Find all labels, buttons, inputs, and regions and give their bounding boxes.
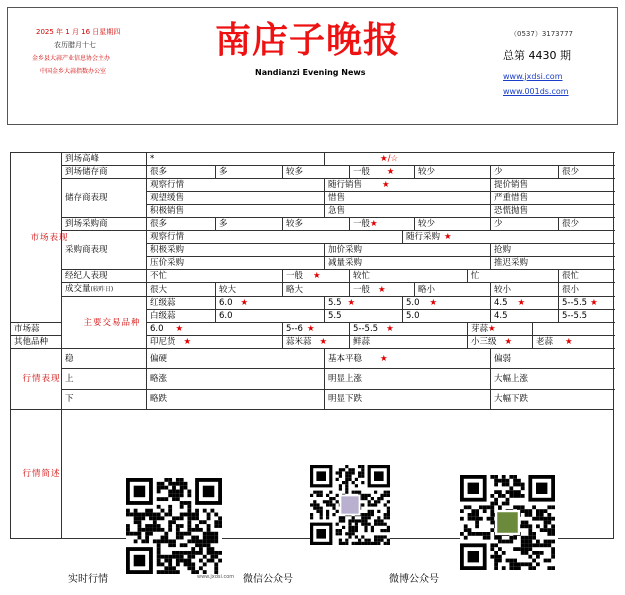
price-cell: 6.0 ★	[147, 323, 283, 336]
price-value: 印尼货	[150, 337, 176, 347]
phone-number: （0537）3173777	[510, 30, 573, 38]
volume-opt: 很大	[147, 283, 216, 297]
storage-opt-label: 随行销售	[328, 180, 363, 190]
trend-cell: 偏弱	[491, 349, 614, 369]
section-performance-label: 行情表现	[22, 374, 61, 384]
row-label-storage-arrivals: 到场储存商	[62, 166, 147, 179]
storage-opt: 急售	[325, 205, 491, 218]
volume-opt: 很小	[559, 283, 614, 297]
buyer-opt: 观察行情	[147, 231, 403, 244]
storage-opt: 严重惜售	[491, 192, 614, 205]
price-cell: 印尼货 ★	[147, 336, 283, 349]
storage-opt: 观望缓售	[147, 192, 325, 205]
lunar-date: 农历腊月十七	[54, 41, 96, 49]
price-cell: 4.5	[491, 310, 559, 323]
newspaper-title: 南店子晚报	[215, 20, 401, 61]
variety-name: 其他品种	[11, 336, 62, 349]
price-value: 5.5	[328, 298, 342, 308]
section-varieties-label: 主要交易品种	[83, 317, 141, 328]
trend-cell: 明显下跌	[325, 389, 491, 409]
price-value: 6.0	[219, 298, 233, 308]
peak-value: *	[147, 153, 325, 166]
price-cell: 老蒜 ★	[533, 336, 614, 349]
office-line: 中国金乡大蒜指数办公室	[40, 68, 107, 75]
row-label-broker: 经纪人表现	[62, 270, 147, 283]
price-cell: 蒜米蒜 ★	[283, 336, 350, 349]
storage-opt: 随行销售 ★	[325, 179, 491, 192]
buyer-opt: 减量采购	[325, 257, 491, 270]
volume-opt: 较小	[491, 283, 559, 297]
qr-code-wechat	[310, 465, 390, 561]
section-varieties	[62, 297, 147, 349]
storage-opt: 观察行情	[147, 179, 325, 192]
scale-average-label: 一般	[353, 167, 371, 177]
price-cell: 5.0 ★	[403, 297, 491, 310]
price-value: 芽蒜	[471, 324, 489, 334]
trend-cell: 略涨	[147, 369, 325, 389]
qr-code-weibo	[460, 475, 558, 570]
broker-opt: 忙	[468, 270, 559, 283]
price-value: 5.0	[406, 298, 420, 308]
price-value: 小三级	[471, 337, 497, 347]
website-link-2[interactable]: www.001ds.com	[503, 87, 569, 96]
variety-name: 市场蒜	[11, 323, 62, 336]
scale-average: 一般★	[350, 218, 415, 231]
price-cell	[533, 323, 614, 336]
trend-cell: 下	[62, 389, 147, 409]
price-value: 5--5.5	[353, 324, 379, 334]
issue-number: 总第 4430 期	[503, 49, 571, 62]
row-label-buyer-arrivals: 到场采购商	[62, 218, 147, 231]
price-cell: 5.5	[325, 310, 403, 323]
storage-opt: 惜售	[325, 192, 491, 205]
buyer-opt: 积极采购	[147, 244, 325, 257]
trend-cell: 大幅下跌	[491, 389, 614, 409]
section-brief	[11, 410, 62, 539]
buyer-opt-label: 随行采购	[406, 232, 441, 242]
row-label-buyer-behavior: 采购商表现	[62, 231, 147, 270]
section-brief-label: 行情简述	[22, 469, 61, 479]
volume-label: 成交量	[65, 284, 91, 294]
broker-opt: 很忙	[559, 270, 614, 283]
price-cell: 小三级 ★	[468, 336, 533, 349]
price-cell: 5--5.5 ★	[559, 297, 614, 310]
buyer-opt: 加价采购	[325, 244, 491, 257]
volume-opt: 较大	[216, 283, 283, 297]
publisher-line: 金乡县大蒜产业信息协会主办	[32, 55, 111, 62]
volume-sub: (较昨日)	[90, 286, 114, 293]
trend-value: 基本平稳	[328, 353, 363, 364]
buyer-opt: 压价采购	[147, 257, 325, 270]
issue-date: 2025 年 1 月 16 日星期四	[36, 28, 121, 36]
scale-few: 少	[491, 166, 559, 179]
volume-opt: 一般 ★	[350, 283, 415, 297]
scale-many: 多	[216, 218, 283, 231]
price-cell: 4.5 ★	[491, 297, 559, 310]
scale-many: 多	[216, 166, 283, 179]
variety-name: 白级蒜	[147, 310, 216, 323]
price-value: 4.5	[494, 298, 508, 308]
english-title: Nandianzi Evening News	[255, 68, 366, 77]
scale-fairly-few: 较少	[415, 166, 491, 179]
scale-very-few: 很少	[559, 166, 614, 179]
buyer-opt: 推迟采购	[491, 257, 614, 270]
scale-very-few: 很少	[559, 218, 614, 231]
trend-cell: 上	[62, 369, 147, 389]
qr-label-wechat: 微信公众号	[243, 574, 293, 585]
price-value: 5--5.5	[562, 298, 588, 308]
qr-label-weibo: 微博公众号	[389, 574, 439, 585]
broker-opt: 不忙	[147, 270, 283, 283]
peak-mark-cell	[325, 153, 614, 166]
scale-fairly-many: 较多	[283, 218, 350, 231]
website-link-1[interactable]: www.jxdsi.com	[503, 72, 563, 81]
price-cell: 5--6 ★	[283, 323, 350, 336]
peak-mark: ★/☆	[380, 154, 399, 164]
scale-average-label: 一般	[353, 219, 371, 229]
storage-opt: 提价销售	[491, 179, 614, 192]
scale-very-many: 很多	[147, 166, 216, 179]
section-market-label: 市场表现	[30, 232, 69, 243]
scale-few: 少	[491, 218, 559, 231]
volume-opt: 略小	[415, 283, 491, 297]
price-cell: 6.0 ★	[216, 297, 325, 310]
scale-average: 一般 ★	[350, 166, 415, 179]
price-value: 5--6	[286, 324, 303, 334]
scale-fairly-few: 较少	[415, 218, 491, 231]
storage-opt: 恐慌抛售	[491, 205, 614, 218]
row-label-storage-behavior: 储存商表现	[62, 179, 147, 218]
price-cell: 5.5 ★	[325, 297, 403, 310]
broker-opt: 一般 ★	[283, 270, 350, 283]
price-value: 老蒜	[536, 337, 554, 347]
trend-cell: 偏硬	[147, 349, 325, 369]
buyer-opt: 随行采购 ★	[403, 231, 614, 244]
price-value: 蒜米蒜	[286, 337, 312, 347]
qr-label-realtime: 实时行情	[68, 574, 108, 585]
qr-url: www.jxdsi.com	[197, 574, 235, 580]
section-market	[11, 153, 69, 323]
trend-cell: 稳	[62, 349, 147, 369]
price-cell: 5--5.5 ★	[350, 323, 468, 336]
variety-name: 红级蒜	[147, 297, 216, 310]
trend-cell: 基本平稳 ★	[325, 349, 491, 369]
volume-opt: 略大	[283, 283, 350, 297]
trend-cell: 略跌	[147, 389, 325, 409]
row-label-peak: 到场高峰	[62, 153, 147, 166]
buyer-opt: 抢购	[491, 244, 614, 257]
qr-code-realtime	[126, 478, 222, 574]
scale-fairly-many: 较多	[283, 166, 350, 179]
price-cell: 6.0	[216, 310, 325, 323]
price-cell: 5--5.5	[559, 310, 614, 323]
row-label-volume	[62, 283, 147, 297]
scale-very-many: 很多	[147, 218, 216, 231]
trend-cell: 明显上涨	[325, 369, 491, 389]
broker-opt: 较忙	[350, 270, 468, 283]
price-cell: 5.0	[403, 310, 491, 323]
price-value: 6.0	[150, 324, 164, 334]
price-cell: 芽蒜★	[468, 323, 533, 336]
trend-cell: 大幅上涨	[491, 369, 614, 389]
broker-opt-label: 一般	[286, 271, 304, 281]
volume-opt-label: 一般	[353, 284, 371, 295]
price-cell: 鲜蒜	[350, 336, 468, 349]
section-performance	[11, 349, 62, 410]
storage-opt: 积极销售	[147, 205, 325, 218]
